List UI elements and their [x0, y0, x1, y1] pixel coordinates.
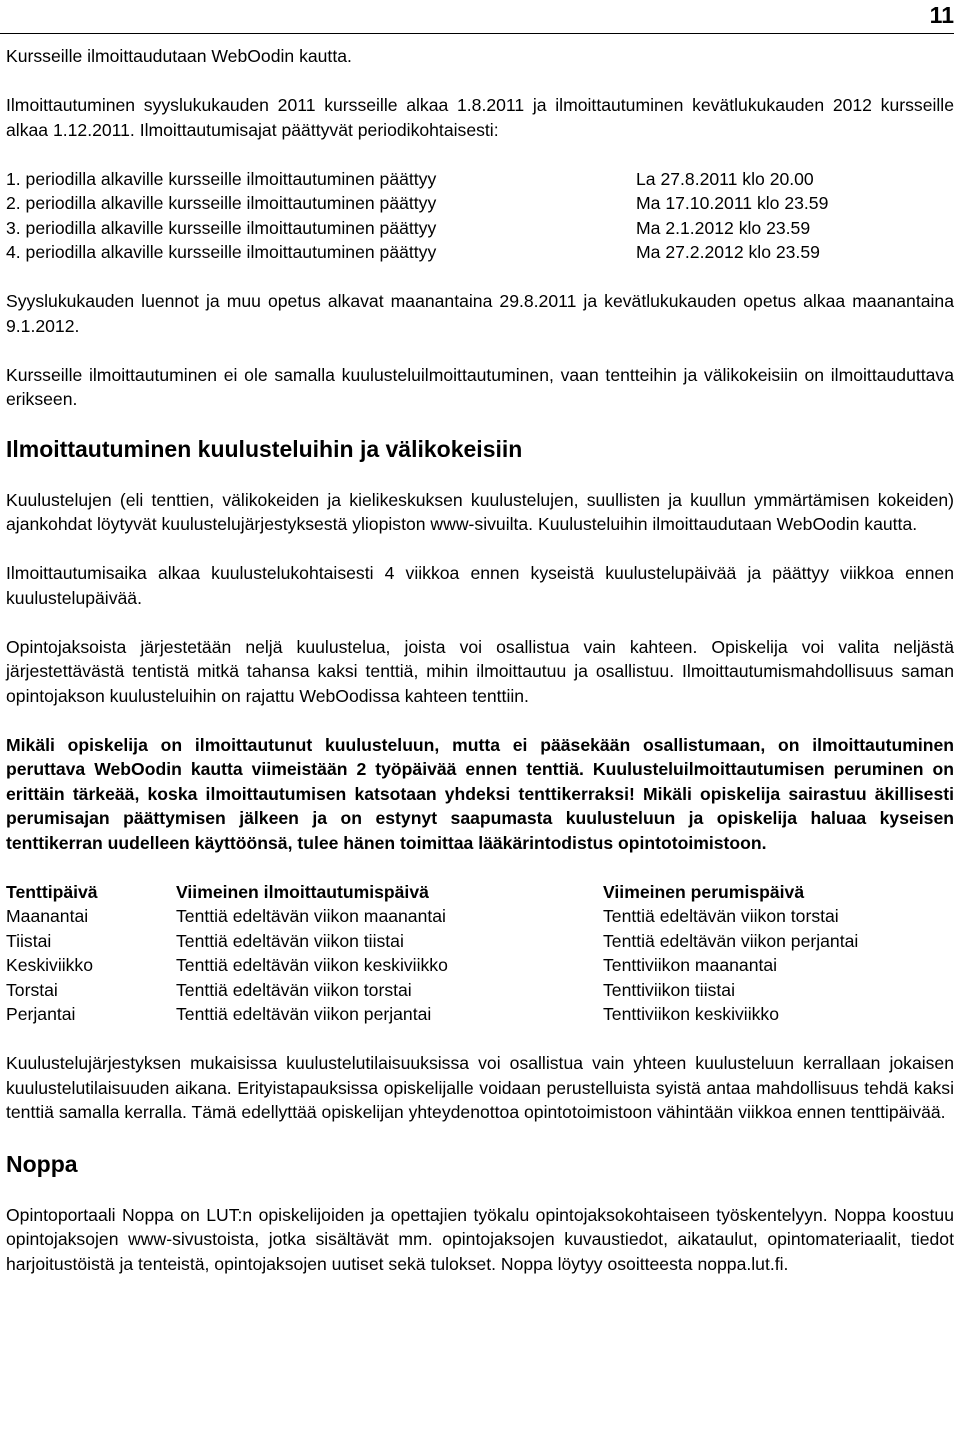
intro-paragraph-1: Kursseille ilmoittaudutaan WebOodin kautta. [6, 46, 352, 66]
column-header-last-registration: Viimeinen ilmoittautumispäivä [176, 881, 429, 902]
table-row [6, 1002, 858, 1027]
exam-day-cell: Keskiviikko [6, 955, 94, 975]
period-deadline: Ma 17.10.2011 klo 23.59 [636, 193, 829, 213]
last-registration-cell: Tenttiä edeltävän viikon perjantai [176, 1004, 432, 1024]
page-number: 11 [929, 2, 954, 28]
table-row [6, 904, 858, 929]
noppa-paragraph: Opintoportaali Noppa on LUT:n opiskelijoiden ja opettajien työkalu opintojaksokohtaiseen työskentelyyn. Noppa koostuu opintojaksojen www-sivustoista, jotka sisältävät mm. opintojaksojen kuvaustiedot, aikataulut, opintomateriaalit, tiedot harjoitustöistä ja tenteistä, opintojaksojen uutiset sekä tulokset. Noppa löytyy osoitteesta noppa.lut.fi. [6, 1204, 954, 1274]
last-registration-cell: Tenttiä edeltävän viikon tiistai [176, 930, 404, 951]
intro-paragraph-2: Ilmoittautuminen syyslukukauden 2011 kursseille alkaa 1.8.2011 ja ilmoittautuminen kevätlukukauden 2012 kursseille alkaa 1.12.2011. Ilmoittautumisajat päättyvät periodikohtaisesti: [6, 95, 954, 140]
period-deadline: La 27.8.2011 klo 20.00 [636, 168, 814, 189]
exam-day-table [6, 880, 858, 1027]
exam-day-cell: Perjantai [6, 1004, 76, 1024]
column-header-exam-day: Tenttipäivä [6, 881, 98, 902]
last-cancellation-cell: Tenttiviikon keskiviikko [603, 1004, 779, 1024]
period-label: 3. periodilla alkaville kursseille ilmoittautuminen päättyy [6, 217, 437, 238]
start-info-paragraph: Syyslukukauden luennot ja muu opetus alkavat maanantaina 29.8.2011 ja kevätlukukauden opetus alkaa maanantaina 9.1.2012. [6, 291, 954, 336]
period-deadline: Ma 2.1.2012 klo 23.59 [636, 217, 811, 238]
exam-day-cell: Maanantai [6, 906, 89, 926]
last-registration-cell: Tenttiä edeltävän viikon keskiviikko [176, 955, 448, 975]
last-cancellation-cell: Tenttiviikon maanantai [603, 955, 778, 975]
exam-day-cell: Torstai [6, 979, 58, 1000]
period-deadlines-table [6, 167, 828, 265]
period-row [6, 167, 828, 192]
header-rule [0, 33, 954, 34]
exam-day-table-header [6, 880, 858, 905]
period-label: 2. periodilla alkaville kursseille ilmoittautuminen päättyy [6, 193, 437, 213]
last-registration-cell: Tenttiä edeltävän viikon torstai [176, 979, 412, 1000]
page-content [6, 44, 954, 1276]
exam-cancellation-warning: Mikäli opiskelija on ilmoittautunut kuulusteluun, mutta ei pääsekään osallistumaan, on ilmoittautuminen peruttava WebOodin kautta viimeistään 2 työpäivää ennen tenttiä. Kuulusteluilmoittautumisen peruminen on erittäin tärkeää, koska ilmoittautumisen katsotaan yhdeksi tenttikerraksi! Mikäli opiskelija sairastuu äkillisesti perumisajan päättymisen jälkeen ja on estynyt saapumasta kuulusteluun ja opiskelija haluaa kyseisen tenttikerran uudelleen käyttöönsä, tulee hänen toimittaa lääkärintodistus opintotoimistoon. [6, 734, 954, 853]
last-cancellation-cell: Tenttiä edeltävän viikon perjantai [603, 930, 859, 951]
period-label: 4. periodilla alkaville kursseille ilmoittautuminen päättyy [6, 242, 437, 262]
section-heading-exam-registration: Ilmoittautuminen kuulusteluihin ja välikokeisiin [6, 435, 523, 462]
period-row [6, 240, 828, 265]
table-row [6, 978, 858, 1003]
period-deadline: Ma 27.2.2012 klo 23.59 [636, 242, 820, 262]
exam-paragraph-3: Opintojaksoista järjestetään neljä kuulustelua, joista voi osallistua vain kahteen. Opiskelija voi valita neljästä järjestettävästä tentistä mitkä tahansa kaksi tenttiä, mihin ilmoittautuu ja osallistuu. Ilmoittautumismahdollisuus saman opintojakson kuulusteluihin on rajattu WebOodissa kahteen tenttiin. [6, 636, 954, 706]
table-row [6, 929, 858, 954]
column-header-last-cancellation: Viimeinen perumispäivä [603, 881, 805, 902]
section-heading-noppa: Noppa [6, 1150, 78, 1177]
exam-paragraph-2: Ilmoittautumisaika alkaa kuulustelukohtaisesti 4 viikkoa ennen kyseistä kuulustelupäivää ja päättyy viikkoa ennen kuulustelupäivää. [6, 563, 954, 608]
period-label: 1. periodilla alkaville kursseille ilmoittautuminen päättyy [6, 168, 437, 189]
exam-paragraph-1: Kuulustelujen (eli tenttien, välikokeiden ja kielikeskuksen kuulustelujen, suullisten ja kuullun ymmärtämisen kokeiden) ajankohdat löytyvät kuulustelujärjestyksestä yliopiston www-sivuilta. Kuulusteluihin ilmoittaudutaan WebOodin kautta. [6, 489, 954, 534]
period-row [6, 216, 828, 241]
exam-rule-paragraph: Kuulustelujärjestyksen mukaisissa kuulustelutilaisuuksissa voi osallistua vain yhteen kuulusteluun kerrallaan jokaisen kuulustelutilaisuuden aikana. Erityistapauksissa opiskelijalle voidaan perustelluista syistä antaa mahdollisuus tehdä kaksi tenttiä samalla kerralla. Tämä edellyttää opiskelijan yhteydenottoa opintotoimistoon vähintään viikkoa ennen tenttipäivää. [6, 1053, 954, 1122]
separate-registration-paragraph: Kursseille ilmoittautuminen ei ole samalla kuulusteluilmoittautuminen, vaan tentteihin ja välikokeisiin on ilmoittauduttava erikseen. [6, 364, 954, 409]
last-registration-cell: Tenttiä edeltävän viikon maanantai [176, 906, 446, 926]
last-cancellation-cell: Tenttiviikon tiistai [603, 979, 736, 1000]
last-cancellation-cell: Tenttiä edeltävän viikon torstai [603, 906, 839, 926]
table-row [6, 953, 858, 978]
exam-day-cell: Tiistai [6, 930, 52, 951]
period-row [6, 191, 828, 216]
